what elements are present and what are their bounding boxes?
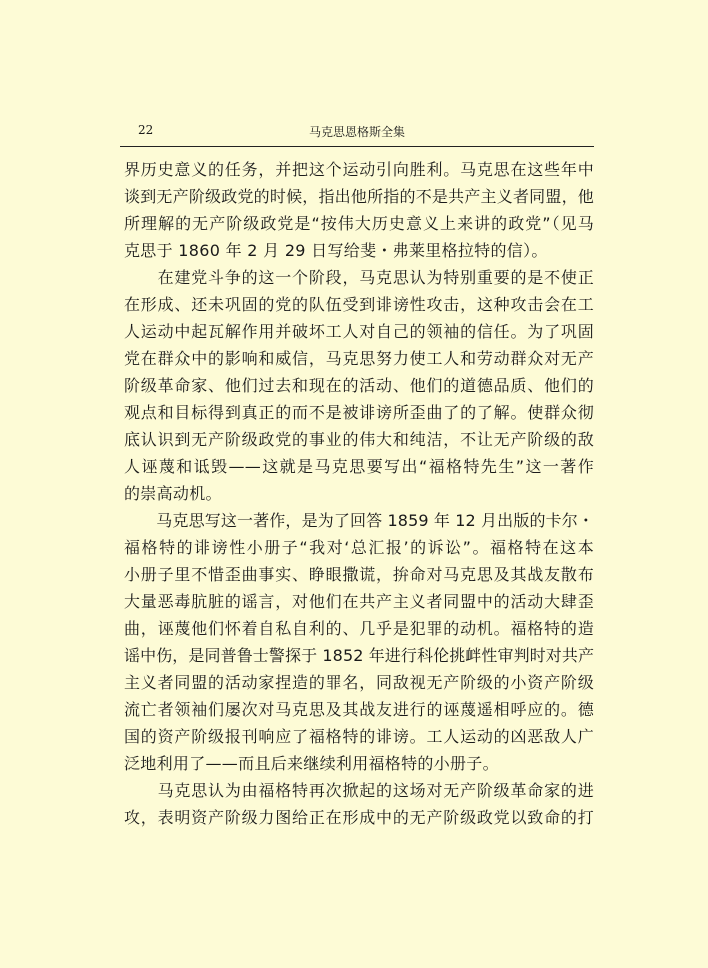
text-line: 攻，表明资产阶级力图给正在形成中的无产阶级政党以致命的打: [124, 808, 594, 827]
text-line: 克思于 1860 年 2 月 29 日写给斐・弗莱里格拉特的信）。: [124, 241, 548, 260]
body-text: [124, 156, 594, 831]
text-line: 人运动中起瓦解作用并破坏工人对自己的领袖的信任。为了巩固: [124, 322, 594, 341]
text-line: 流亡者领袖们屡次对马克思及其战友进行的诬蔑遥相呼应的。德: [124, 700, 594, 719]
text-line: 泛地利用了——而且后来继续利用福格特的小册子。: [124, 754, 499, 773]
text-line: 大量恶毒肮脏的谣言，对他们在共产主义者同盟中的活动大肆歪: [124, 592, 594, 611]
text-line: 的崇高动机。: [124, 484, 222, 503]
text-line: 党在群众中的影响和威信，马克思努力使工人和劳动群众对无产: [124, 349, 594, 368]
text-line: 底认识到无产阶级政党的事业的伟大和纯洁，不让无产阶级的敌: [124, 430, 594, 449]
text-line: 阶级革命家、他们过去和现在的活动、他们的道德品质、他们的: [124, 376, 594, 395]
paragraph: [124, 264, 594, 507]
text-line: 马克思写这一著作，是为了回答 1859 年 12 月出版的卡尔・: [124, 511, 594, 530]
paragraph: [124, 777, 594, 831]
text-line: 在建党斗争的这一个阶段，马克思认为特别重要的是不使正: [124, 268, 594, 287]
text-line: 曲，诬蔑他们怀着自私自利的、几乎是犯罪的动机。福格特的造: [124, 619, 594, 638]
text-line: 所理解的无产阶级政党是“按伟大历史意义上来讲的政党”（见马: [124, 214, 594, 233]
text-line: 谈到无产阶级政党的时候，指出他所指的不是共产主义者同盟，他: [124, 187, 594, 206]
text-line: 主义者同盟的活动家捏造的罪名，同敌视无产阶级的小资产阶级: [124, 673, 594, 692]
text-line: 小册子里不惜歪曲事实、睁眼撒谎，拚命对马克思及其战友散布: [124, 565, 594, 584]
text-line: 人诬蔑和诋毁——这就是马克思要写出“福格特先生”这一著作: [124, 457, 594, 476]
text-line: 马克思认为由福格特再次掀起的这场对无产阶级革命家的进: [124, 781, 594, 800]
text-line: 谣中伤，是同普鲁士警探于 1852 年进行科伦挑衅性审判时对共产: [124, 646, 595, 665]
text-line: 福格特的诽谤性小册子“我对‘总汇报’的诉讼”。福格特在这本: [124, 538, 594, 557]
text-line: 在形成、还未巩固的党的队伍受到诽谤性攻击，这种攻击会在工: [124, 295, 594, 314]
text-line: 观点和目标得到真正的而不是被诽谤所歪曲了的了解。使群众彻: [124, 403, 594, 422]
paragraph: [124, 156, 594, 264]
text-line: 国的资产阶级报刊响应了福格特的诽谤。工人运动的凶恶敌人广: [124, 727, 594, 746]
paragraph: [124, 507, 594, 777]
page-number: 22: [138, 123, 154, 137]
running-title: 马克思恩格斯全集: [308, 125, 405, 139]
page-header: [120, 120, 594, 147]
text-line: 界历史意义的任务，并把这个运动引向胜利。马克思在这些年中: [124, 160, 594, 179]
